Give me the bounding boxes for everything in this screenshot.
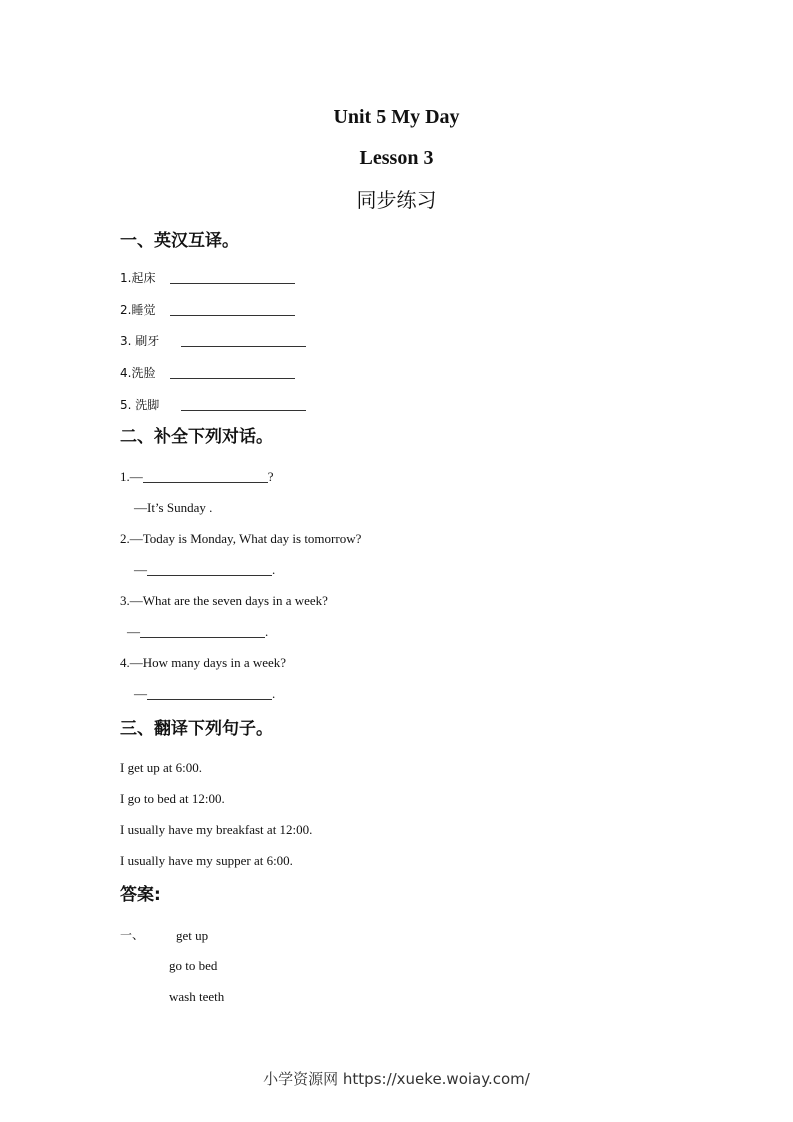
dialogue-line — [134, 687, 275, 700]
sentence: I get up at 6:00. — [120, 760, 202, 775]
dialogue-suffix: . — [272, 686, 276, 701]
answers-heading: 答案: — [120, 885, 161, 905]
dialogue-line: 4.—How many days in a week? — [120, 655, 287, 670]
dialogue-prefix: — — [127, 624, 140, 639]
answer-blank[interactable] — [147, 687, 272, 700]
dialogue-suffix: ? — [267, 469, 274, 484]
dialogue-line — [120, 470, 274, 483]
vocab-label: 4.洗脸 — [120, 366, 156, 380]
dialogue-suffix: . — [265, 624, 269, 639]
vocab-item — [120, 271, 295, 284]
dialogue-line: 3.—What are the seven days in a week? — [120, 593, 328, 608]
dialogue-line — [127, 625, 268, 638]
answer-blank[interactable] — [140, 625, 265, 638]
dialogue-prefix: 1.— — [120, 469, 143, 484]
vocab-item — [120, 366, 295, 379]
sentence: I usually have my breakfast at 12:00. — [120, 822, 313, 837]
dialogue-prefix: — — [134, 686, 147, 701]
section3-heading: 三、翻译下列句子。 — [120, 719, 273, 739]
vocab-item — [120, 398, 306, 411]
answer-blank[interactable] — [143, 470, 268, 483]
vocab-item — [120, 303, 295, 316]
answer-blank[interactable] — [147, 563, 272, 576]
answer-blank[interactable] — [170, 271, 295, 284]
subtitle: 同步练习 — [356, 188, 437, 212]
dialogue-line — [134, 563, 275, 576]
dialogue-prefix: — — [134, 562, 147, 577]
answer-item: go to bed — [169, 958, 218, 973]
dialogue-line: 2.—Today is Monday, What day is tomorrow? — [120, 531, 362, 546]
answer-blank[interactable] — [181, 334, 306, 347]
sentence: I usually have my supper at 6:00. — [120, 853, 293, 868]
dialogue-line: —It’s Sunday . — [134, 500, 213, 515]
answers-part-label: 一、 — [120, 928, 145, 942]
lesson-title: Lesson 3 — [359, 147, 434, 169]
document-title: Unit 5 My Day — [333, 106, 460, 128]
answer-blank[interactable] — [181, 398, 306, 411]
vocab-item — [120, 334, 306, 347]
vocab-label: 3. 刷牙 — [120, 334, 160, 348]
dialogue-suffix: . — [272, 562, 276, 577]
sentence: I go to bed at 12:00. — [120, 791, 225, 806]
vocab-label: 5. 洗脚 — [120, 398, 160, 412]
section2-heading: 二、补全下列对话。 — [120, 427, 273, 447]
footer-watermark: 小学资源网 https://xueke.woiay.com/ — [263, 1070, 530, 1088]
answer-blank[interactable] — [170, 366, 295, 379]
vocab-label: 1.起床 — [120, 271, 156, 285]
section1-heading: 一、英汉互译。 — [120, 231, 239, 251]
answer-blank[interactable] — [170, 303, 295, 316]
answer-item: wash teeth — [169, 989, 225, 1004]
answer-item: get up — [176, 928, 209, 943]
vocab-label: 2.睡觉 — [120, 303, 156, 317]
